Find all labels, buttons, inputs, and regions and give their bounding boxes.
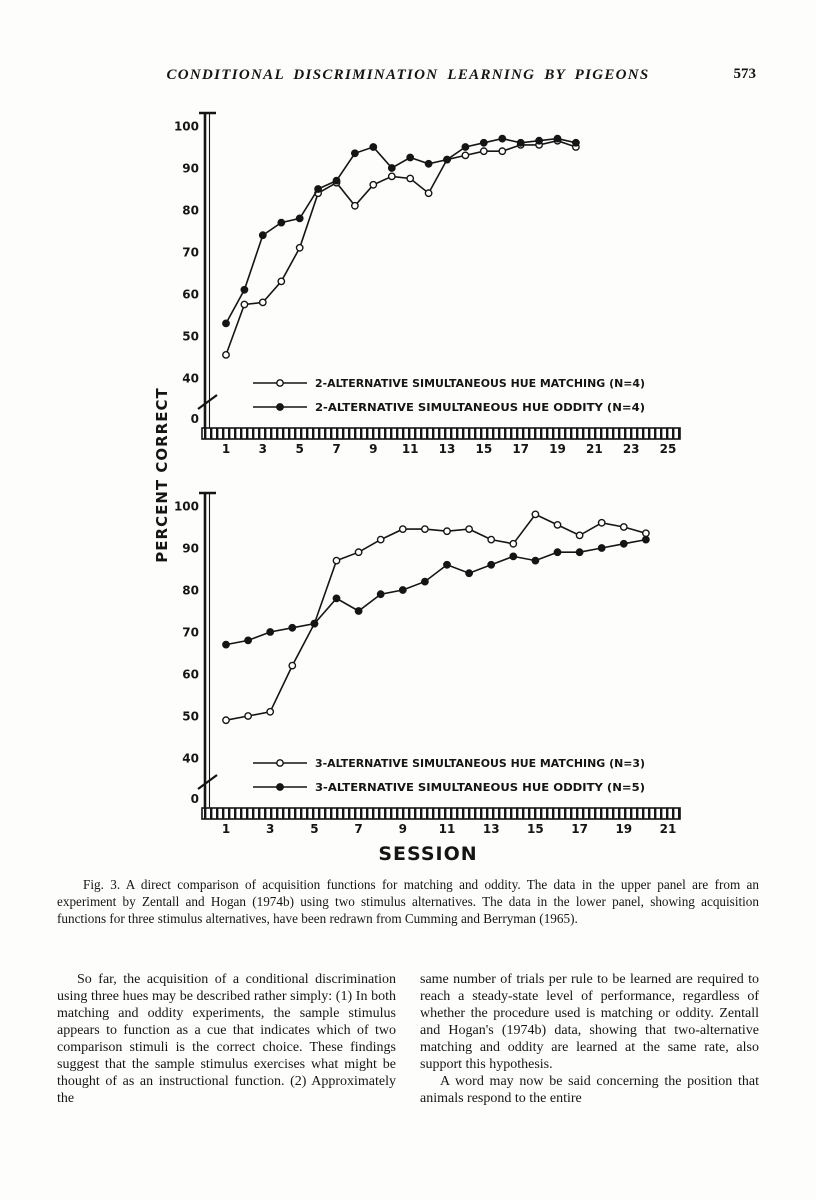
data-point (355, 549, 361, 555)
y-zero-label: 0 (190, 412, 199, 426)
y-tick-label: 50 (182, 329, 199, 344)
page-number: 573 (733, 66, 756, 82)
y-axis-label: PERCENT CORRECT (153, 387, 171, 563)
data-point (260, 299, 266, 305)
data-point (355, 608, 361, 614)
data-point (510, 541, 516, 547)
data-point (370, 182, 376, 188)
legend-marker (277, 784, 283, 790)
data-point (510, 553, 516, 559)
data-point (444, 156, 450, 162)
x-tick-label: 5 (310, 822, 319, 836)
data-point (536, 138, 542, 144)
x-tick-label: 3 (258, 442, 268, 456)
data-point (223, 320, 229, 326)
x-tick-label: 15 (527, 822, 544, 836)
y-tick-label: 70 (182, 245, 199, 260)
data-point (425, 190, 431, 196)
x-tick-label: 9 (398, 822, 407, 836)
x-tick-label: 19 (549, 442, 566, 456)
upper-panel-chart (168, 106, 688, 458)
data-point (499, 135, 505, 141)
x-tick-label: 5 (295, 442, 304, 456)
y-tick-label: 40 (182, 371, 199, 386)
data-point (518, 140, 524, 146)
series-line-open (226, 141, 576, 355)
data-point (289, 662, 295, 668)
data-point (389, 165, 395, 171)
data-point (481, 140, 487, 146)
left-column (57, 972, 396, 1108)
x-tick-label: 11 (401, 442, 419, 456)
legend-marker (277, 380, 283, 386)
running-title: CONDITIONAL DISCRIMINATION LEARNING BY PIGEONS (166, 67, 650, 83)
data-point (278, 219, 284, 225)
lower-panel-chart (168, 486, 688, 838)
legend-label: 2-ALTERNATIVE SIMULTANEOUS HUE MATCHING (N=4) (315, 377, 645, 390)
data-point (223, 352, 229, 358)
data-point (466, 526, 472, 532)
data-point (400, 587, 406, 593)
paragraph: same number of trials per rule to be learned are required to reach a steady-state level of performance, regardless of whether the procedure used is matching or oddity. Zentall and Hogan's (1974b) data, showing that two-alternative matching and oddity are learned at the same rate, also support this hypothesis. (420, 972, 759, 1072)
y-tick-label: 100 (173, 119, 199, 134)
data-point (370, 144, 376, 150)
data-point (223, 641, 229, 647)
data-point (267, 709, 273, 715)
x-tick-label: 17 (571, 822, 588, 836)
data-point (311, 620, 317, 626)
figure-caption: Fig. 3. A direct comparison of acquisition functions for matching and oddity. The data in the upper panel are from an experiment by Zentall and Hogan (1974b) using two stimulus alternatives. The data in the lower panel, showing acquisition functions for three stimulus alternatives, have been redrawn from Cumming and Berryman (1965). (57, 877, 759, 927)
y-tick-label: 40 (182, 751, 199, 766)
data-point (245, 713, 251, 719)
y-zero-label: 0 (190, 792, 199, 806)
x-axis-band (202, 428, 680, 439)
data-point (554, 549, 560, 555)
data-point (407, 154, 413, 160)
body-text (57, 972, 759, 1108)
data-point (462, 144, 468, 150)
legend-label: 3-ALTERNATIVE SIMULTANEOUS HUE ODDITY (N=5) (315, 781, 645, 794)
x-tick-label: 21 (585, 442, 603, 456)
data-point (352, 203, 358, 209)
y-tick-label: 90 (182, 161, 199, 176)
x-tick-label: 19 (615, 822, 633, 836)
data-point (333, 557, 339, 563)
data-point (400, 526, 406, 532)
axis-break-slash (198, 775, 217, 789)
data-point (488, 562, 494, 568)
data-point (245, 637, 251, 643)
data-point (573, 140, 579, 146)
data-point (554, 135, 560, 141)
data-point (481, 148, 487, 154)
legend-marker (277, 404, 283, 410)
data-point (315, 186, 321, 192)
data-point (532, 557, 538, 563)
legend-marker (277, 760, 283, 766)
y-tick-label: 80 (182, 203, 199, 218)
data-point (378, 591, 384, 597)
legend-label: 3-ALTERNATIVE SIMULTANEOUS HUE MATCHING (N=3) (315, 757, 645, 770)
x-axis-band (202, 808, 680, 819)
data-point (444, 562, 450, 568)
data-point (466, 570, 472, 576)
data-point (499, 148, 505, 154)
data-point (378, 536, 384, 542)
data-point (407, 175, 413, 181)
x-tick-label: 7 (354, 822, 363, 836)
data-point (297, 245, 303, 251)
data-point (643, 536, 649, 542)
data-point (267, 629, 273, 635)
y-tick-label: 90 (182, 541, 199, 556)
data-point (333, 595, 339, 601)
data-point (643, 530, 649, 536)
running-head (0, 66, 816, 84)
x-tick-label: 25 (659, 442, 677, 456)
x-tick-label: 17 (512, 442, 530, 456)
x-tick-label: 21 (659, 822, 677, 836)
series-line-filled (226, 139, 576, 324)
data-point (422, 526, 428, 532)
axis-break-slash (198, 395, 217, 409)
data-point (223, 717, 229, 723)
y-tick-label: 60 (182, 287, 199, 302)
right-column (420, 972, 759, 1108)
data-point (352, 150, 358, 156)
data-point (297, 215, 303, 221)
data-point (241, 287, 247, 293)
data-point (425, 161, 431, 167)
data-point (289, 625, 295, 631)
data-point (576, 532, 582, 538)
x-tick-label: 13 (438, 442, 456, 456)
data-point (333, 177, 339, 183)
x-tick-label: 9 (369, 442, 378, 456)
data-point (599, 545, 605, 551)
paragraph: So far, the acquisition of a conditional discrimination using three hues may be described rather simply: (1) In both matching and oddity experiments, the sample stimulus appears to function as a cue that indicates which of two comparison stimuli is the correct choice. These findings suggest that the sample stimulus exercises what might be thought of as an instructional function. (2) Approximately the (57, 972, 396, 1106)
x-tick-label: 11 (438, 822, 456, 836)
data-point (488, 536, 494, 542)
data-point (554, 522, 560, 528)
data-point (422, 578, 428, 584)
data-point (621, 541, 627, 547)
series-line-open (226, 514, 646, 720)
paragraph: A word may now be said concerning the position that animals respond to the entire (420, 1073, 759, 1106)
x-axis-label: SESSION (378, 843, 478, 865)
y-tick-label: 70 (182, 625, 199, 640)
x-tick-label: 13 (482, 822, 500, 836)
data-point (576, 549, 582, 555)
data-point (444, 528, 450, 534)
y-tick-label: 50 (182, 709, 199, 724)
y-tick-label: 60 (182, 667, 199, 682)
data-point (532, 511, 538, 517)
x-tick-label: 1 (221, 822, 231, 836)
y-tick-label: 100 (173, 499, 199, 514)
data-point (260, 232, 266, 238)
legend-label: 2-ALTERNATIVE SIMULTANEOUS HUE ODDITY (N=4) (315, 401, 645, 414)
data-point (599, 520, 605, 526)
data-point (389, 173, 395, 179)
x-tick-label: 15 (475, 442, 493, 456)
data-point (278, 278, 284, 284)
data-point (621, 524, 627, 530)
x-tick-label: 1 (221, 442, 231, 456)
x-tick-label: 7 (332, 442, 341, 456)
data-point (462, 152, 468, 158)
x-tick-label: 23 (622, 442, 640, 456)
y-tick-label: 80 (182, 583, 199, 598)
data-point (241, 301, 247, 307)
x-tick-label: 3 (266, 822, 275, 836)
